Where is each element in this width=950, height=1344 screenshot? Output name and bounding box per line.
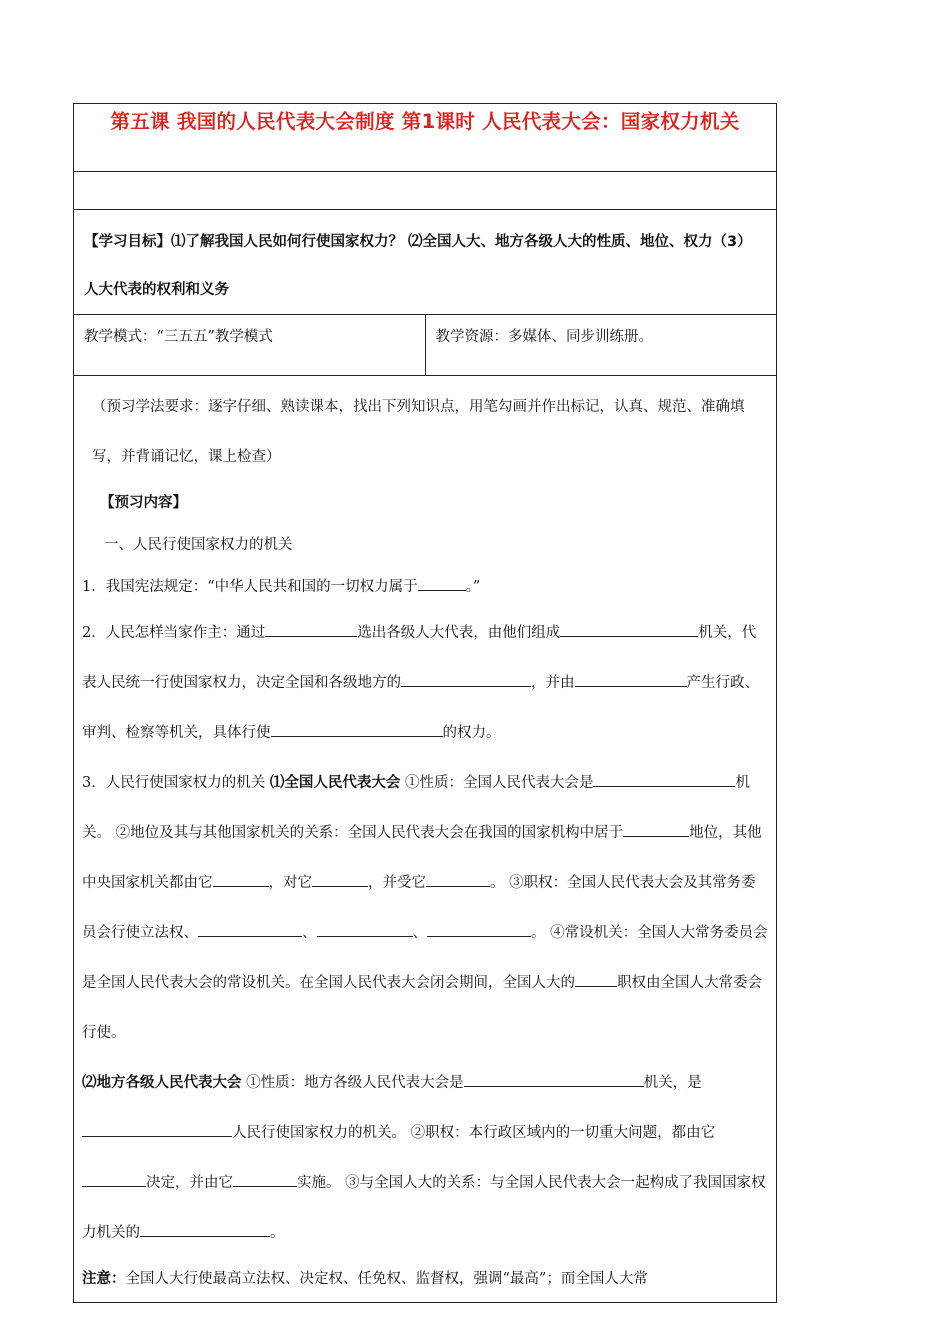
q4-subheading: ⑵地方各级人民代表大会	[82, 1075, 242, 1091]
q3-blank-6[interactable]	[198, 922, 302, 937]
q3-blank-5[interactable]	[426, 872, 490, 887]
q2-blank-5[interactable]	[271, 722, 443, 737]
preview-heading: 【预习内容】	[100, 495, 187, 511]
q3-blank-7[interactable]	[317, 922, 413, 937]
q3-subheading: ⑴全国人民代表大会	[269, 775, 401, 791]
q2-blank-3[interactable]	[401, 672, 531, 687]
q4-text-f: 实施。 ③与全国人大的关系：与全国人民代表大会一起构成了我国国家权力机关的	[82, 1175, 766, 1241]
worksheet	[73, 103, 777, 1303]
note-label: 注意：	[82, 1271, 126, 1287]
q4-blank-2[interactable]	[82, 1122, 232, 1137]
q2-blank-2[interactable]	[560, 622, 698, 637]
note	[82, 1258, 768, 1300]
q2-blank-1[interactable]	[265, 622, 357, 637]
teaching-mode-cell	[74, 315, 426, 376]
q3-blank-9[interactable]	[575, 972, 617, 987]
title-cell	[74, 104, 777, 172]
q3-blank-1b[interactable]	[657, 772, 735, 787]
teaching-resource-cell	[425, 315, 777, 376]
q3-text-k: 。 ④常设机关：全国人大常务委员会是全国人民代表大会的常设机关。在全国人民代表大会闭会期间，全国人大的	[82, 925, 768, 991]
q3-sep-2: 、	[412, 925, 427, 941]
goals-text: ⑴了解我国人民如何行使国家权力？ ⑵全国人大、地方各级人大的性质、地位、权力（3）人大代表的权利和义务	[84, 234, 752, 298]
q3-text-d: 机关。 ②地位及其与其他国家机关的关系：全国人民代表大会在我国的国家机构中居于	[82, 775, 750, 841]
q4-text-b: ①性质：地方各级人民代表大会是	[241, 1075, 464, 1091]
q2-text-f: 的权力。	[442, 725, 501, 741]
question-2	[82, 608, 768, 758]
q3-text-g: ，并受它	[368, 875, 426, 891]
q2-text-b: 选出各级人大代表，由他们组成	[357, 625, 561, 641]
q3-text-a: 3．人民行使国家权力的机关	[82, 775, 270, 791]
q3-sep-1: 、	[302, 925, 317, 941]
blank-row	[74, 172, 777, 210]
q4-text-g: 。	[270, 1225, 285, 1241]
q4-text-e: 决定，并由它	[146, 1175, 233, 1191]
learning-goals	[84, 218, 766, 314]
q4-blank-3[interactable]	[82, 1172, 146, 1187]
q1-blank[interactable]	[418, 576, 466, 591]
note-text: 全国人大行使最高立法权、决定权、任免权、监督权，强调“最高”；而全国人大常	[125, 1271, 648, 1287]
question-3	[82, 758, 768, 1058]
q4-text-d: 人民行使国家权力的机关。 ②职权：本行政区域内的一切重大问题，都由它	[232, 1125, 716, 1141]
q2-text-a: 2．人民怎样当家作主：通过	[82, 625, 266, 641]
teaching-mode: 教学模式：“三五五”教学模式	[84, 329, 273, 345]
page-title: 第五课 我国的人民代表大会制度 第1课时 人民代表大会：国家权力机关	[110, 110, 740, 133]
q3-text-h: 。 ③职权：全国人民代表大会及其常务委员会行使立法权、	[82, 875, 756, 941]
learning-goals-cell	[74, 210, 777, 315]
q2-text-c: 机关，代表人民统一行使国家权力，决定全国和各级地方的	[82, 625, 757, 691]
question-1	[82, 566, 768, 608]
q3-text-l: 职权由全国人大常委会行使。	[82, 975, 762, 1041]
q4-blank-1[interactable]	[464, 1072, 644, 1087]
q4-blank-4[interactable]	[233, 1172, 297, 1187]
q2-text-e: 产生行政、审判、检察等机关，具体行使	[82, 675, 759, 741]
preview-requirements: （预习学法要求：逐字仔细、熟读课本，找出下列知识点，用笔勾画并作出标记，认真、规范、准确填写，并背诵记忆，课上检查）	[92, 399, 745, 465]
question-4	[82, 1058, 768, 1258]
q2-text-d: ，并由	[531, 675, 575, 691]
q2-blank-4[interactable]	[575, 672, 651, 687]
preview-content-cell	[74, 376, 777, 1303]
q3-blank-8[interactable]	[427, 922, 531, 937]
goals-label: 【学习目标】	[84, 234, 171, 250]
q4-text-c: 机关，是	[643, 1075, 702, 1091]
q3-blank-2[interactable]	[623, 822, 689, 837]
worksheet-table	[73, 103, 777, 1303]
q4-blank-5[interactable]	[140, 1222, 270, 1237]
q1-end: 。”	[465, 579, 481, 595]
q3-blank-4[interactable]	[312, 872, 368, 887]
q3-blank-3[interactable]	[213, 872, 269, 887]
q3-text-e: 地位，其他中央国家机关都由它	[82, 825, 762, 891]
q1-text: 1．我国宪法规定：“中华人民共和国的一切权力属于	[82, 579, 418, 595]
q2-blank-4b[interactable]	[651, 672, 687, 687]
q3-text-f: ，对它	[268, 875, 312, 891]
q3-text-c: ①性质：全国人民代表大会是	[400, 775, 594, 791]
teaching-resource: 教学资源：多媒体、同步训练册。	[435, 329, 653, 345]
q3-blank-1[interactable]	[593, 772, 657, 787]
section-heading: 一、人民行使国家权力的机关	[104, 537, 293, 553]
